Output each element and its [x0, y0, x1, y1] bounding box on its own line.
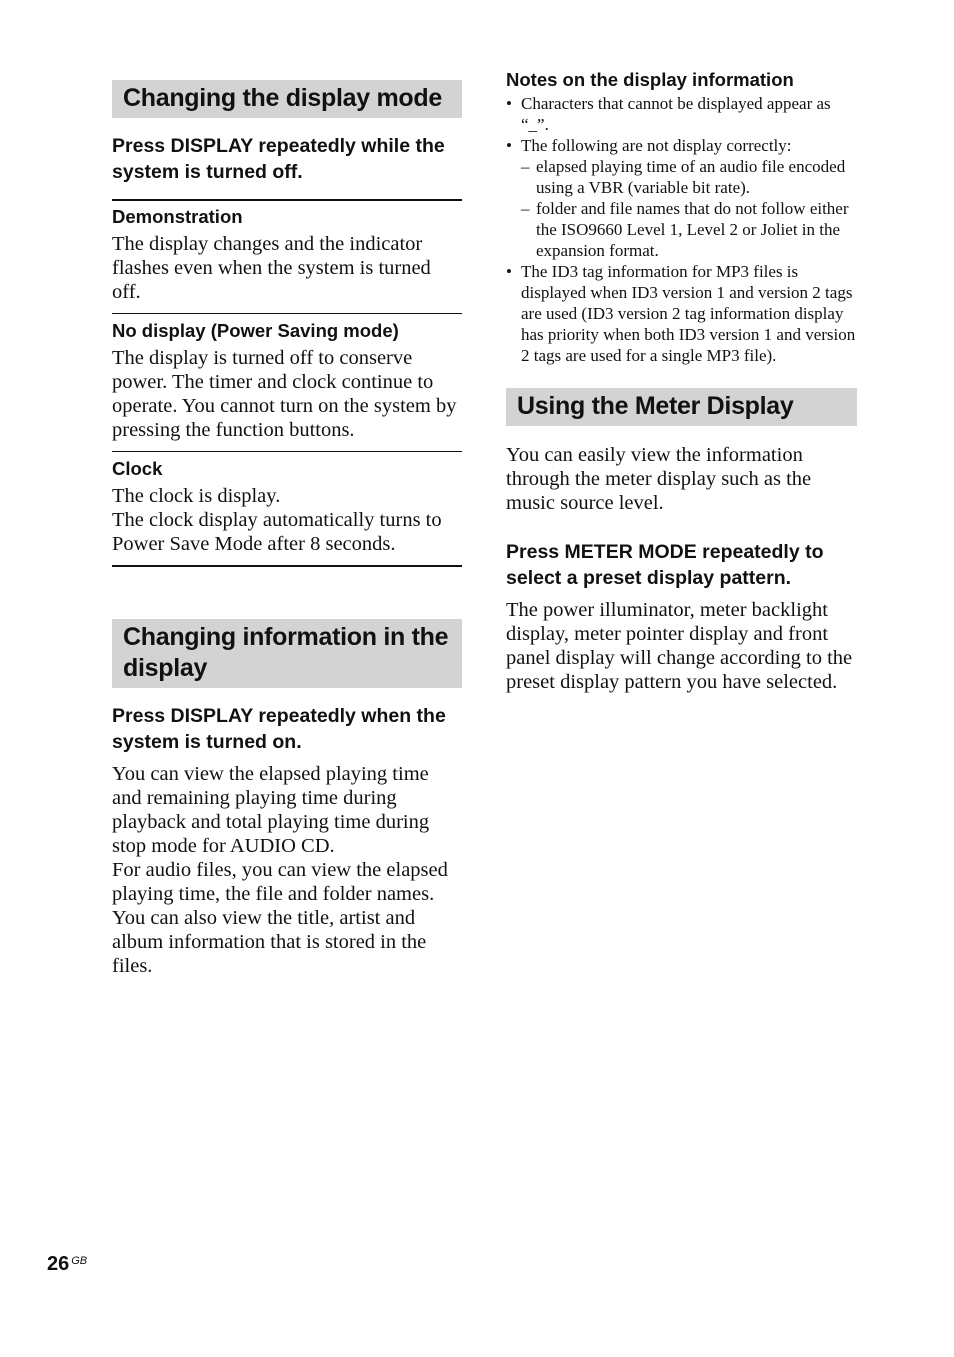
- text-meter-pattern: The power illuminator, meter backlight display, meter pointer display and front panel display will change according to the preset display pattern you have selected.: [506, 599, 853, 693]
- text-no-display: The display is turned off to conserve power. The timer and clock continue to operate. You cannot turn on the system by pressing the function buttons.: [112, 347, 457, 441]
- section-title-display-mode: Changing the display mode: [112, 80, 462, 118]
- text-meter-intro: You can easily view the information through the meter display such as the music source level.: [506, 444, 812, 514]
- text-info-para1: You can view the elapsed playing time and remaining playing time during playback and total playing time during stop mode for AUDIO CD.: [112, 763, 430, 857]
- subhead-clock: Clock: [112, 458, 163, 479]
- note-text: Characters that cannot be displayed appear as “_”.: [521, 94, 831, 134]
- list-item: [521, 156, 857, 198]
- bullet-icon: •: [506, 136, 512, 155]
- text-info-para3: You can also view the title, artist and album information that is stored in the files.: [112, 907, 427, 977]
- dash-icon: –: [521, 157, 530, 176]
- subhead-demonstration: Demonstration: [112, 206, 243, 227]
- bullet-icon: •: [506, 94, 512, 113]
- text-clock-line2: The clock display automatically turns to Power Save Mode after 8 seconds.: [112, 509, 442, 555]
- instruction-display-off: Press DISPLAY repeatedly while the system is turned off.: [112, 135, 445, 183]
- note-text: The following are not display correctly:: [521, 136, 792, 155]
- section-title-info-display: Changing information in the display: [112, 619, 462, 688]
- section-title-meter-display: Using the Meter Display: [506, 388, 857, 426]
- right-column: [506, 0, 857, 694]
- notes-list: [506, 93, 857, 366]
- note-text: elapsed playing time of an audio file encoded using a VBR (variable bit rate).: [536, 157, 846, 197]
- list-item: [521, 198, 857, 261]
- left-column: [112, 0, 462, 978]
- sub-list: [521, 156, 857, 261]
- list-item: [506, 261, 857, 366]
- page-number-suffix: GB: [71, 1255, 88, 1267]
- text-info-para2: For audio files, you can view the elapsed playing time, the file and folder names.: [112, 859, 448, 905]
- subhead-no-display: No display (Power Saving mode): [112, 320, 399, 341]
- list-item: [506, 93, 857, 135]
- bullet-icon: •: [506, 262, 512, 281]
- dash-icon: –: [521, 199, 530, 218]
- page-number: [47, 1253, 87, 1276]
- notes-title: Notes on the display information: [506, 69, 794, 90]
- text-clock-line1: The clock is display.: [112, 485, 281, 507]
- text-demonstration: The display changes and the indicator flashes even when the system is turned off.: [112, 233, 431, 303]
- instruction-meter-mode: Press METER MODE repeatedly to select a preset display pattern.: [506, 541, 824, 589]
- list-item: [506, 135, 857, 261]
- instruction-display-on: Press DISPLAY repeatedly when the system is turned on.: [112, 705, 446, 753]
- note-text: folder and file names that do not follow either the ISO9660 Level 1, Level 2 or Joliet in the expansion format.: [536, 199, 849, 260]
- page-number-value: 26: [47, 1253, 70, 1275]
- note-text: The ID3 tag information for MP3 files is displayed when ID3 version 1 and version 2 tags are used (ID3 version 2 tag information display has priority when both ID3 version 1 and version 2 tags are used for a single MP3 file).: [521, 262, 856, 365]
